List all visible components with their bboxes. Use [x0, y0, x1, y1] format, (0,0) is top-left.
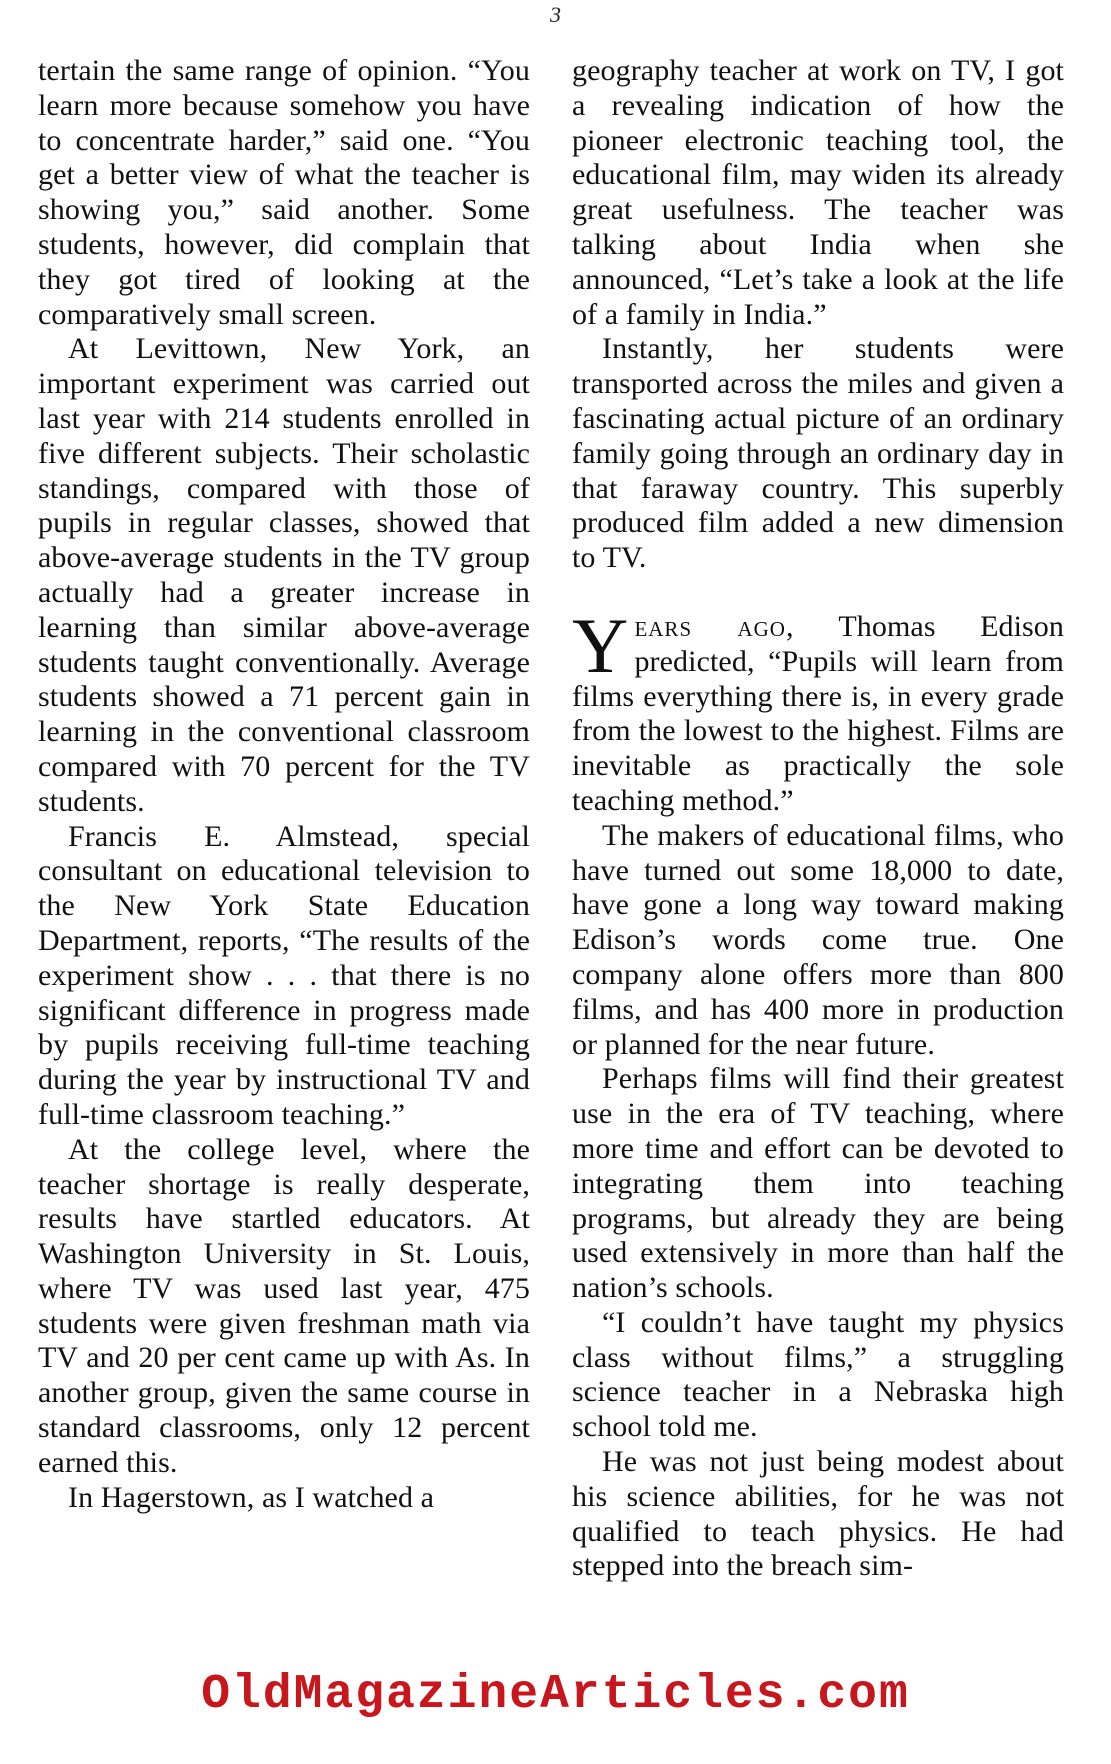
section-break: [572, 576, 1064, 610]
right-column-intro: [572, 54, 1064, 576]
site-watermark: OldMagazineArticles.com: [201, 1668, 910, 1722]
paragraph: “I couldn’t have taught my physics class without films,” a struggling science teacher in a Nebraska high school told me.: [572, 1305, 1064, 1444]
paragraph: At the college level, where the teacher shortage is really desperate, results have startled educators. At Washington University in St. Louis, where TV was used last year, 475 students were given freshman math via TV and 20 per cent came up with As. In another group, given the same course in standard classrooms, only 12 percent earned this.: [38, 1132, 530, 1479]
paragraph: Instantly, her students were transported across the miles and given a fascinating actual picture of an ordinary family going through an ordinary day in that faraway country. This superbly produced film added a new dimension to TV.: [572, 332, 1064, 575]
page-number: 3: [550, 2, 561, 27]
paragraph: At Levittown, New York, an important experiment was carried out last year with 214 students enrolled in five different subjects. Their scholastic standings, compared with those of pupils in regular classes, showed that above-average students in the TV group actually had a greater increase in learning than similar above-average students taught conventionally. Average students showed a 71 percent gain in learning in the conventional classroom compared with 70 percent for the TV students.: [38, 332, 530, 818]
right-column: [572, 54, 1064, 1584]
paragraph: Francis E. Almstead, special consultant on educational television to the New York State Education Department, reports, “The results of the experiment show . . . that there is no significant difference in progress made by pupils receiving full-time teaching during the year by instructional TV and full-time classroom teaching.”: [38, 819, 530, 1131]
small-caps-lead: ears ago,: [634, 609, 795, 643]
section-opening-paragraph: [572, 601, 1064, 819]
paragraph: The makers of educational films, who have turned out some 18,000 to date, have gone a long way toward making Edison’s words come true. One company alone offers more than 800 films, and has 400 more in production or planned for the near future.: [572, 818, 1064, 1061]
paragraph: geography teacher at work on TV, I got a revealing indication of how the pioneer electronic teaching tool, the educational film, may widen its already great usefulness. The teacher was talking about India when she announced, “Let’s take a look at the life of a family in India.”: [572, 54, 1064, 331]
paragraph: In Hagerstown, as I watched a: [68, 1480, 435, 1514]
left-column: [38, 54, 530, 1515]
drop-cap: Y: [572, 601, 629, 689]
section-opening-text: Thomas Edison predicted, “Pupils will learn from films everything there is, in every grade from the lowest to the highest. Films are inevitable as practically the sole teaching method.”: [572, 609, 1064, 817]
paragraph: tertain the same range of opinion. “You learn more because somehow you have to concentrate harder,” said one. “You get a better view of what the teacher is showing you,” said another. Some students, however, did complain that they got tired of looking at the comparatively small screen.: [38, 54, 530, 331]
right-column-body: [572, 819, 1064, 1585]
paragraph: He was not just being modest about his science abilities, for he was not qualified to teach physics. He had stepped into the breach sim-: [572, 1445, 1064, 1583]
paragraph: Perhaps films will find their greatest use in the era of TV teaching, where more time and effort can be devoted to integrating them into teaching programs, but already they are being used extensively in more than half the nation’s schools.: [572, 1062, 1064, 1305]
